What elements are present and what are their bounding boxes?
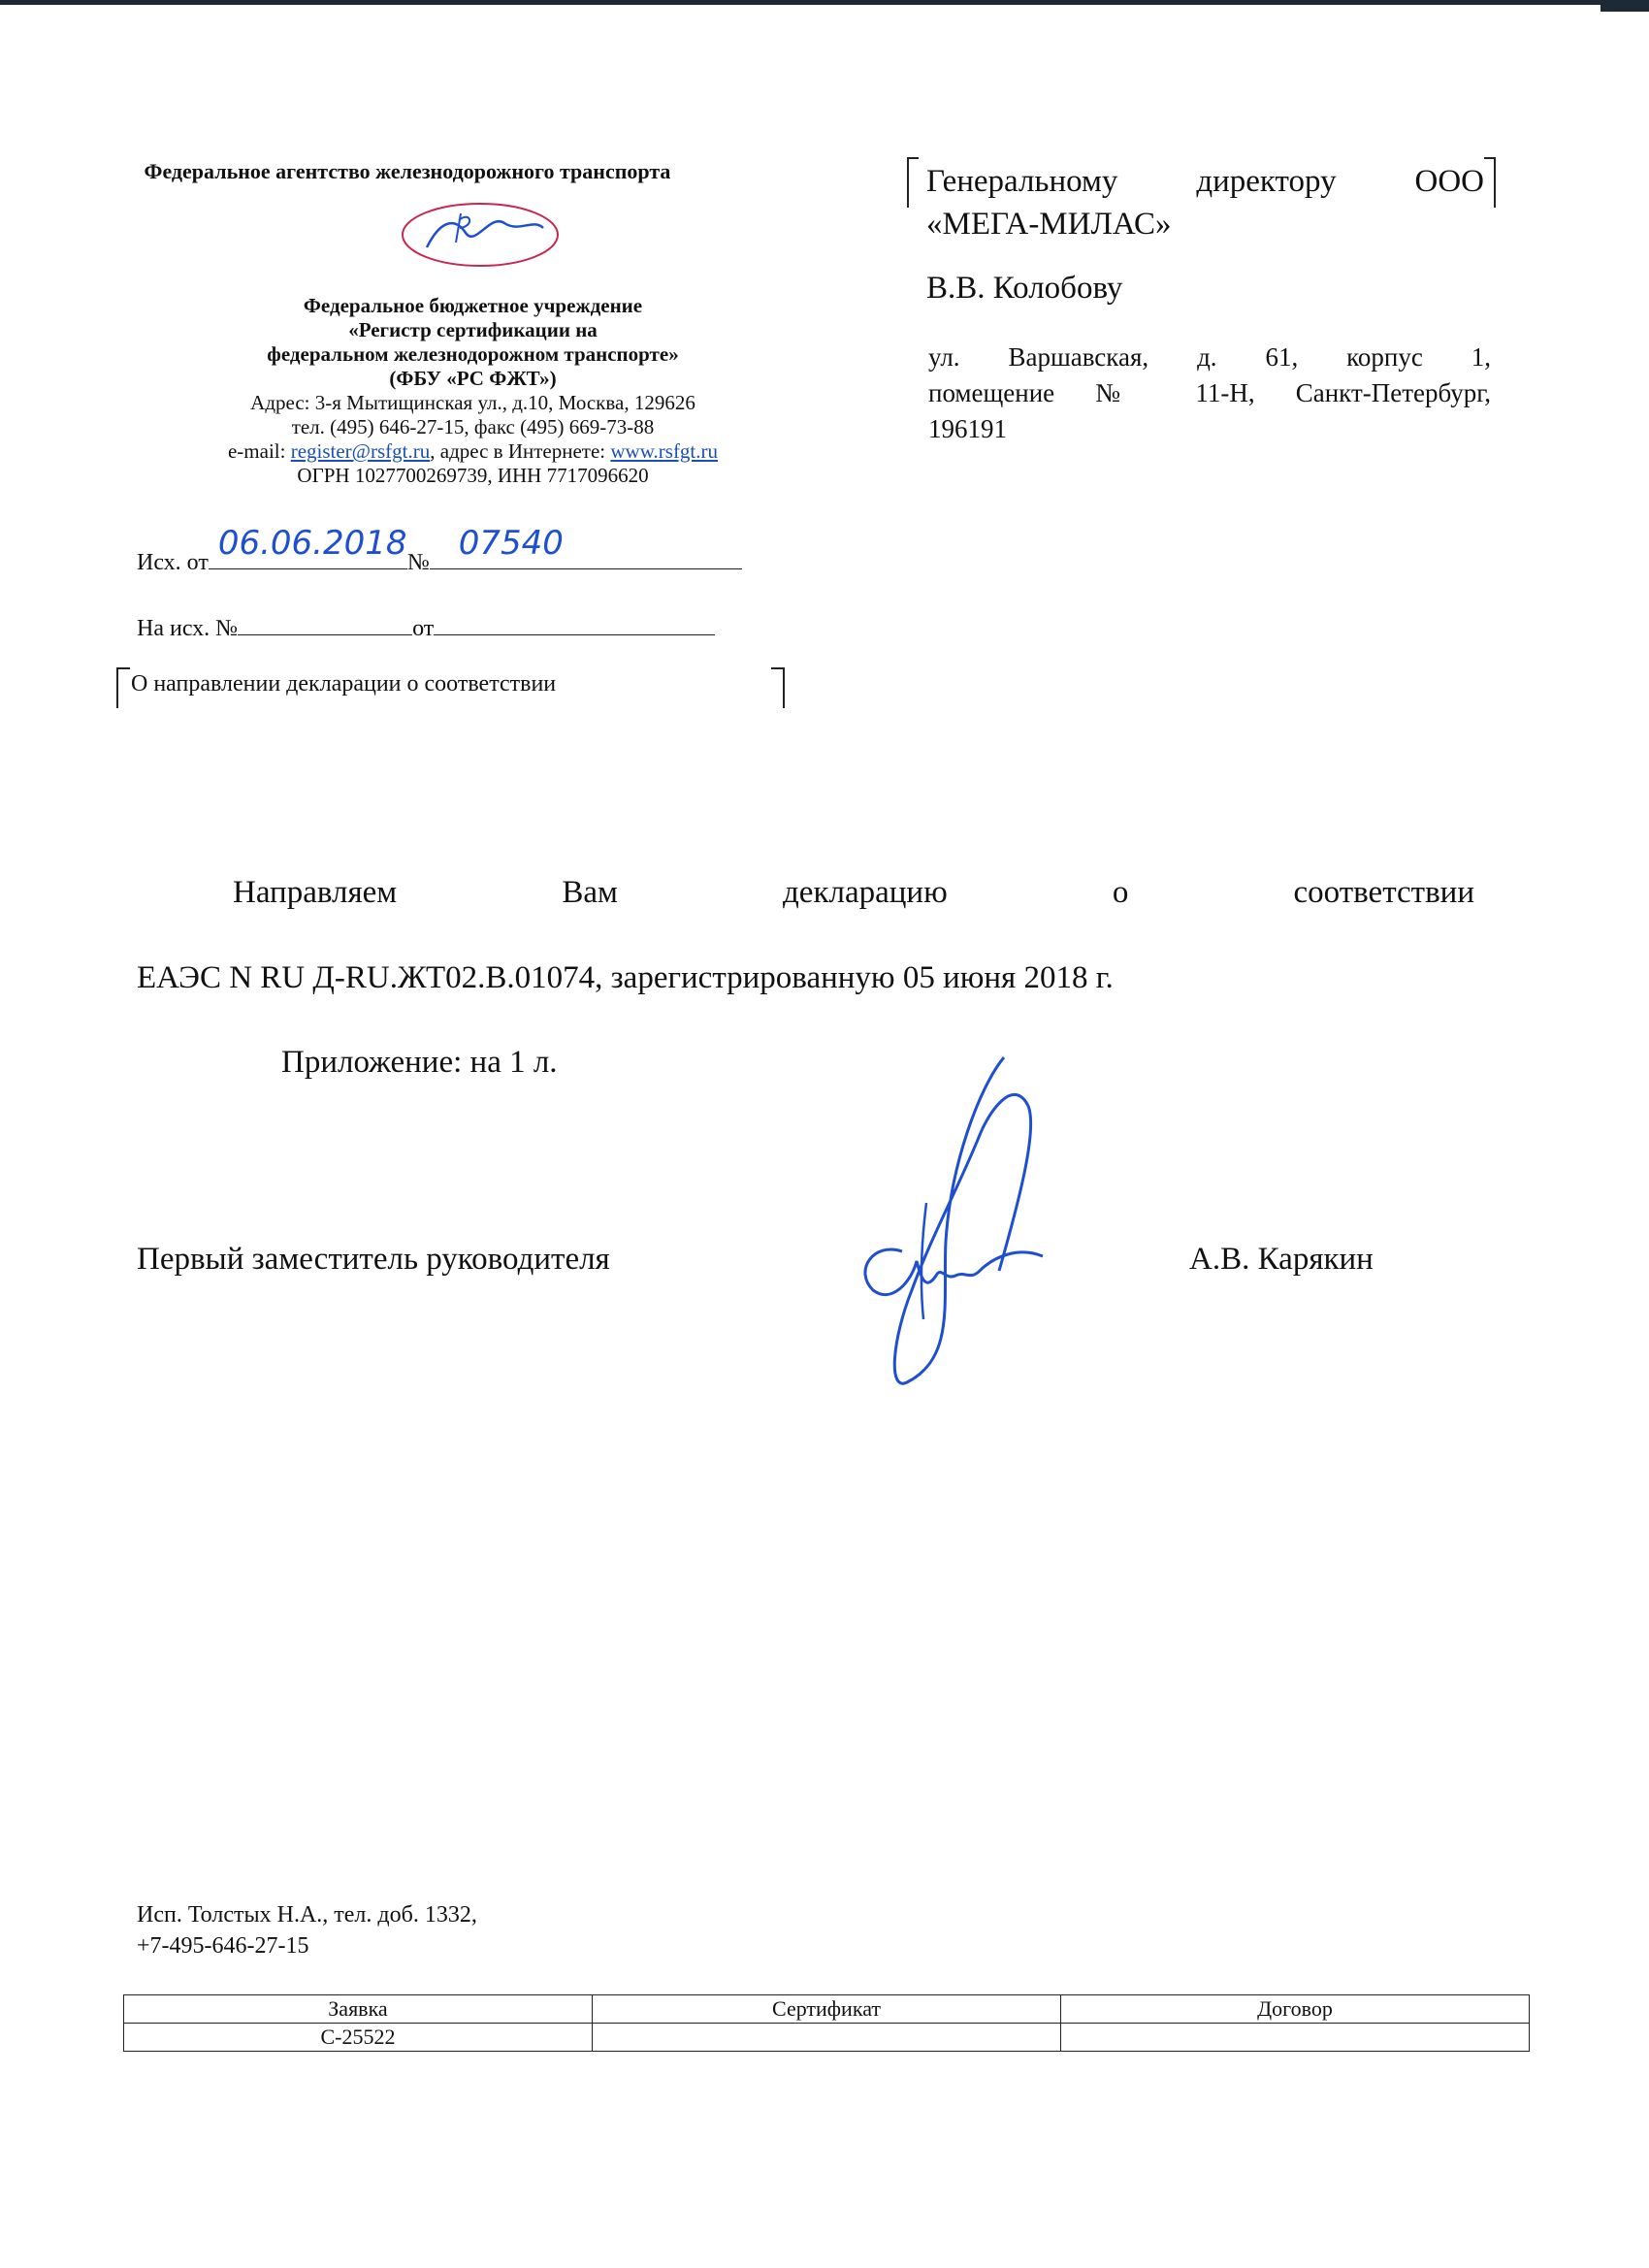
executor-phone: +7-495-646-27-15 — [137, 1933, 309, 1959]
table-header-row — [124, 1995, 1530, 2024]
table-cell: С-25522 — [124, 2024, 593, 2052]
table-cell — [1061, 2024, 1530, 2052]
recipient-title: Генеральному директору ООО — [926, 164, 1484, 199]
table-header-cell: Заявка — [124, 1995, 593, 2024]
table-header-cell: Сертификат — [593, 1995, 1061, 2024]
outgoing-date: 06.06.2018 — [217, 524, 407, 563]
agency-name: Федеральное агентство железнодорожного транспорта — [144, 159, 671, 183]
body-line-1: Направляем Вам декларацию о соответствии — [233, 875, 1474, 910]
signature-image — [834, 1048, 1057, 1397]
incoming-reference: На исх. № от — [137, 609, 715, 642]
table-row — [124, 2024, 1530, 2052]
executor-block — [137, 1899, 477, 1961]
recipient-name: В.В. Колобову — [926, 271, 1123, 306]
attachment-note: Приложение: на 1 л. — [281, 1045, 558, 1080]
organization-block — [189, 294, 757, 488]
scan-edge — [0, 0, 1649, 5]
subject-bracket-left — [116, 667, 130, 708]
recipient-address: ул. Варшавская, д. 61, корпус 1, помещение № 11-Н, Санкт-Петербург, 196191 — [928, 342, 1491, 443]
org-line-3: федеральном железнодорожном транспорте» — [267, 342, 679, 366]
org-phone: тел. (495) 646-27-15, факс (495) 669-73-88 — [291, 415, 655, 438]
body-line-2: ЕАЭС N RU Д-RU.ЖТ02.В.01074, зарегистрированную 05 июня 2018 г. — [137, 960, 1114, 995]
recipient-bracket-right — [1484, 157, 1496, 208]
subject-line: О направлении декларации о соответствии — [131, 671, 557, 697]
org-line-2: «Регистр сертификации на — [348, 318, 598, 341]
org-contacts: e-mail: register@rsfgt.ru, адрес в Интернете: www.rsfgt.ru — [227, 439, 719, 463]
recipient-block — [926, 160, 1484, 309]
signatory-name: А.В. Карякин — [1189, 1242, 1374, 1277]
recipient-bracket-left — [907, 157, 919, 208]
email-link[interactable]: register@rsfgt.ru — [290, 439, 431, 463]
recipient-company: «МЕГА-МИЛАС» — [926, 207, 1172, 242]
table-header-cell: Договор — [1061, 1995, 1530, 2024]
org-line-1: Федеральное бюджетное учреждение — [303, 294, 643, 317]
subject-bracket-right — [771, 667, 785, 708]
logo-icon — [398, 199, 563, 272]
outgoing-number: 07540 — [458, 524, 564, 563]
signatory-title: Первый заместитель руководителя — [137, 1242, 610, 1277]
org-short-name: (ФБУ «РС ФЖТ») — [389, 367, 557, 390]
website-link[interactable]: www.rsfgt.ru — [610, 439, 719, 463]
org-address: Адрес: 3-я Мытищинская ул., д.10, Москва, 129626 — [250, 391, 695, 414]
reference-table — [123, 1994, 1530, 2052]
outgoing-reference: Исх. от 06.06.2018 № 07540 — [137, 539, 742, 576]
scan-edge-corner — [1600, 0, 1649, 12]
org-ogrn: ОГРН 1027700269739, ИНН 7717096620 — [297, 464, 649, 487]
table-cell — [593, 2024, 1061, 2052]
executor-name: Исп. Толстых Н.А., тел. доб. 1332, — [137, 1902, 477, 1928]
